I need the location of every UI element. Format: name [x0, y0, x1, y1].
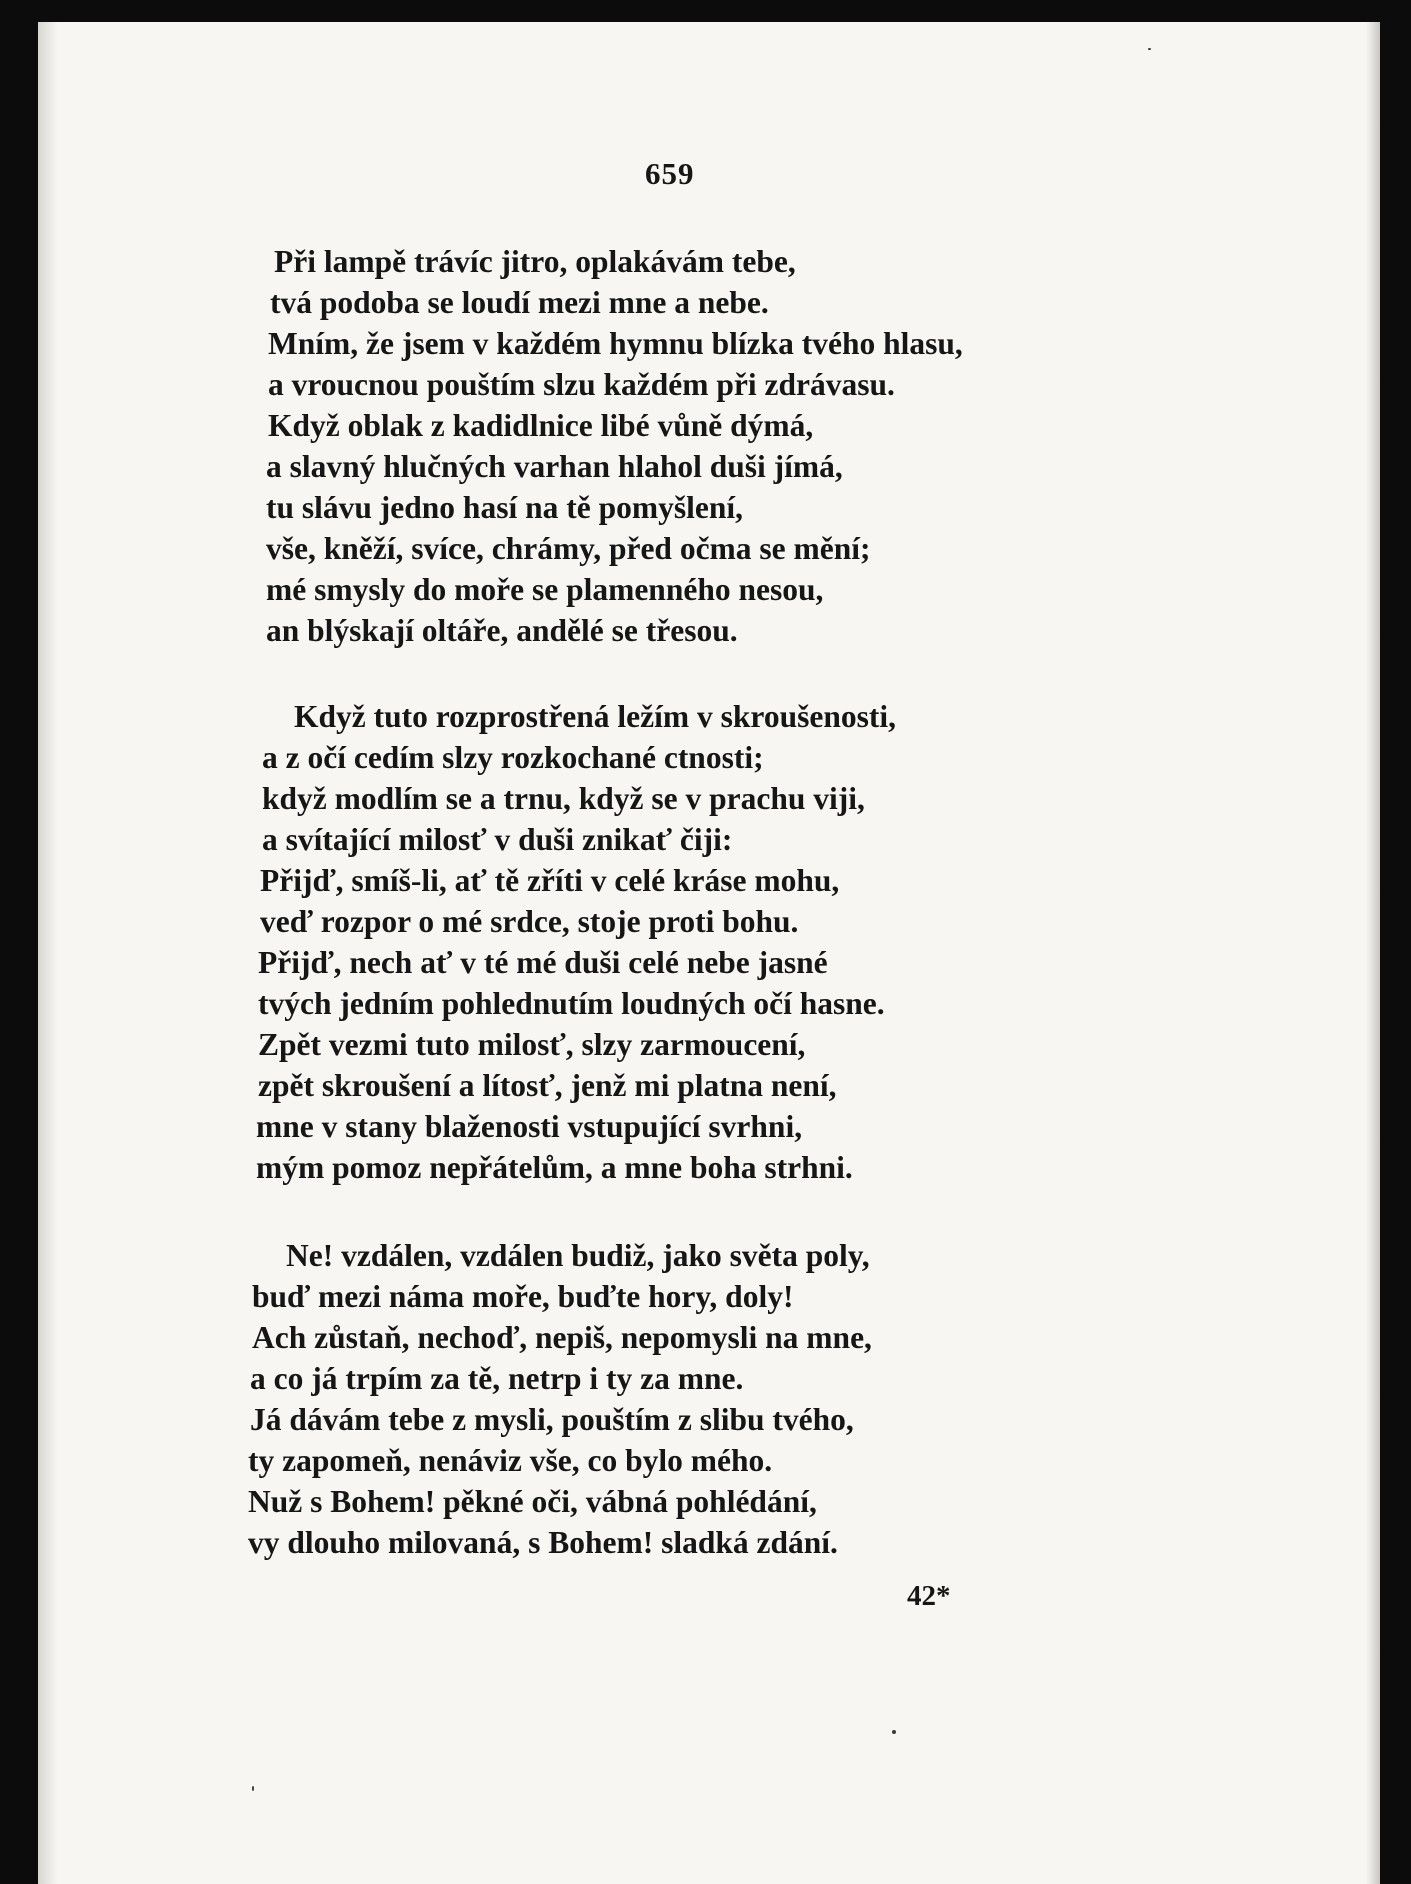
- poem-line: Zpět vezmi tuto milosť, slzy zarmoucení,: [258, 1027, 806, 1062]
- poem-line: Já dávám tebe z mysli, pouštím z slibu tvého,: [250, 1402, 854, 1437]
- poem-line: tu slávu jedno hasí na tě pomyšlení,: [266, 490, 743, 525]
- poem-line: a svítající milosť v duši znikať čiji:: [262, 822, 733, 857]
- poem-line: a vroucnou pouštím slzu každém při zdrávasu.: [268, 367, 895, 402]
- poem-line: ty zapomeň, nenáviz vše, co bylo mého.: [248, 1443, 773, 1478]
- poem-line: když modlím se a trnu, když se v prachu viji,: [262, 781, 865, 816]
- poem-line: vše, kněží, svíce, chrámy, před očma se mění;: [266, 531, 871, 566]
- poem-line: veď rozpor o mé srdce, stoje proti bohu.: [260, 904, 799, 939]
- signature-mark: 42*: [907, 1580, 951, 1612]
- poem-line: a slavný hlučných varhan hlahol duši jímá,: [266, 449, 843, 484]
- poem-line: Když oblak z kadidlnice libé vůně dýmá,: [268, 408, 814, 443]
- scan-speck: [892, 1730, 896, 1734]
- poem-line: Když tuto rozprostřená ležím v skroušenosti,: [294, 699, 896, 734]
- scan-speck: [1148, 48, 1151, 50]
- poem-line: Nuž s Bohem! pěkné oči, vábná pohlédání,: [248, 1484, 817, 1519]
- page-number: 659: [645, 156, 695, 191]
- poem-line: Přijď, nech ať v té mé duši celé nebe jasné: [258, 945, 828, 980]
- poem-line: a co já trpím za tě, netrp i ty za mne.: [250, 1361, 744, 1396]
- poem-line: tvá podoba se loudí mezi mne a nebe.: [270, 285, 769, 320]
- poem-line: vy dlouho milovaná, s Bohem! sladká zdání.: [248, 1525, 838, 1560]
- poem-line: a z očí cedím slzy rozkochané ctnosti;: [262, 740, 764, 775]
- poem-line: zpět skroušení a lítosť, jenž mi platna není,: [258, 1068, 837, 1103]
- poem-line: mé smysly do moře se plamenného nesou,: [266, 572, 824, 607]
- poem-line: an blýskají oltáře, andělé se třesou.: [266, 613, 738, 648]
- poem-line: Mním, že jsem v každém hymnu blízka tvého hlasu,: [268, 326, 963, 361]
- poem-line: mým pomoz nepřátelům, a mne boha strhni.: [256, 1150, 853, 1185]
- poem-line: tvých jedním pohlednutím loudných očí hasne.: [258, 986, 885, 1021]
- poem-line: Při lampě trávíc jitro, oplakávám tebe,: [274, 244, 796, 279]
- scan-speck: [252, 1786, 254, 1791]
- poem-line: mne v stany blaženosti vstupující svrhni,: [256, 1109, 803, 1144]
- poem-line: Ne! vzdálen, vzdálen budiž, jako světa poly,: [286, 1238, 870, 1273]
- poem-line: Ach zůstaň, nechoď, nepiš, nepomysli na mne,: [252, 1320, 872, 1355]
- poem-line: Přijď, smíš-li, ať tě zříti v celé kráse mohu,: [260, 863, 840, 898]
- poem-line: buď mezi náma moře, buďte hory, doly!: [252, 1279, 794, 1314]
